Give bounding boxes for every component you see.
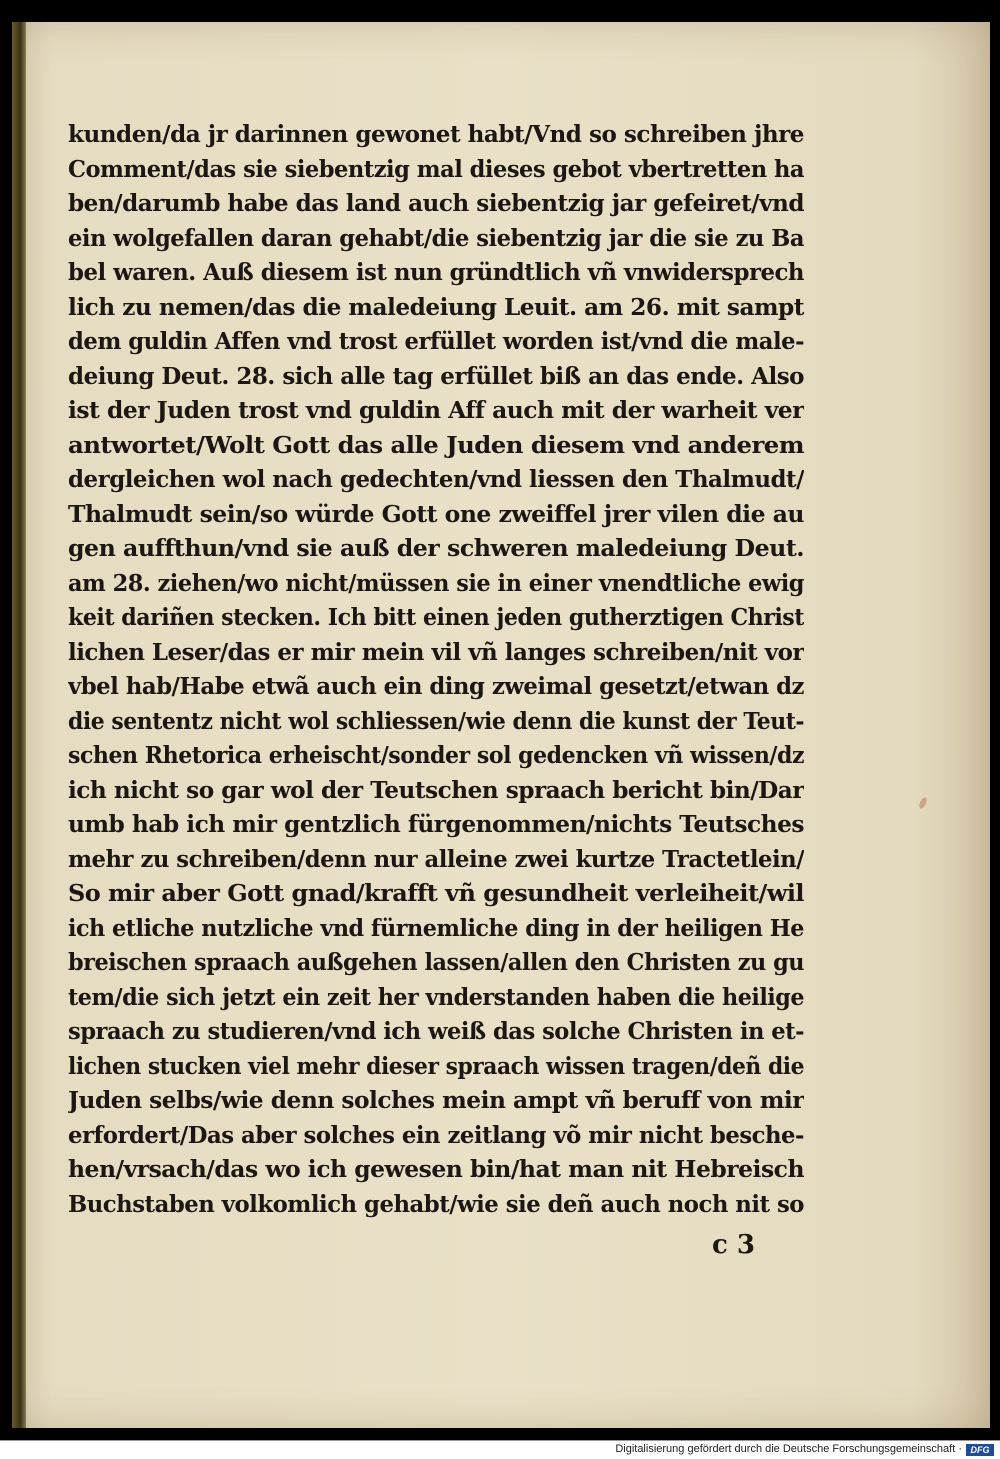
text-line: lich zu nemen/das die maledeiung Leuit. am 26. mit sampt [68, 293, 804, 321]
text-line: gen auffthun/vnd sie auß der schweren maledeiung Deut. [68, 535, 804, 562]
page-signature: c 3 [712, 1230, 755, 1260]
text-line: umb hab ich mir gentzlich fürgenommen/nichts Teutsches [68, 811, 804, 838]
text-line: schen Rhetorica erheischt/sonder sol gedencken vñ wissen/dz [68, 742, 804, 769]
text-line: Thalmudt sein/so würde Gott one zweiffel jrer vilen die au [68, 500, 804, 528]
text-line: erfordert/Das aber solches ein zeitlang võ mir nicht besche- [68, 1121, 804, 1149]
text-line: lichen stucken viel mehr dieser spraach wissen tragen/deñ die [68, 1052, 804, 1080]
text-line: dem guldin Affen vnd trost erfüllet worden ist/vnd die male- [68, 328, 804, 355]
page-binding-edge [12, 22, 26, 1428]
text-line: ben/darumb habe das land auch siebentzig jar gefeiret/vnd [68, 190, 804, 217]
funding-credit: Digitalisierung gefördert durch die Deutsche Forschungsgemeinschaft · [615, 1443, 962, 1455]
page-text [68, 118, 804, 1222]
dfg-logo-icon: DFG [966, 1444, 994, 1456]
text-line: Comment/das sie siebentzig mal dieses gebot vbertretten ha [68, 155, 804, 183]
text-line: Juden selbs/wie denn solches mein ampt vñ beruff von mir [68, 1087, 804, 1114]
text-line: ein wolgefallen daran gehabt/die siebentzig jar die sie zu Ba [68, 224, 804, 252]
text-line: ist der Juden trost vnd guldin Aff auch mit der warheit ver [68, 397, 804, 424]
text-line: am 28. ziehen/wo nicht/müssen sie in einer vnendtliche ewig [68, 569, 804, 597]
text-line: keit dariñen stecken. Ich bitt einen jeden gutherztigen Christ [68, 604, 804, 631]
text-line: Buchstaben volkomlich gehabt/wie sie deñ auch noch nit so [68, 1190, 804, 1218]
text-line: breischen spraach außgehen lassen/allen den Christen zu gu [68, 949, 804, 976]
digitization-footer [0, 1440, 1000, 1459]
book-page [12, 22, 990, 1428]
text-line: deiung Deut. 28. sich alle tag erfüllet biß an das ende. Also [68, 362, 804, 390]
text-line: tem/die sich jetzt ein zeit her vnderstanden haben die heilige [68, 983, 804, 1011]
text-line: mehr zu schreiben/denn nur alleine zwei kurtze Tractetlein/ [68, 845, 804, 873]
text-line: So mir aber Gott gnad/krafft vñ gesundheit verleiheit/wil [68, 880, 804, 907]
text-line: dergleichen wol nach gedechten/vnd liessen den Thalmudt/ [68, 466, 804, 493]
text-line: ich nicht so gar wol der Teutschen spraach bericht bin/Dar [68, 776, 804, 804]
text-line: kunden/da jr darinnen gewonet habt/Vnd so schreiben jhre [68, 121, 804, 148]
text-line: die sententz nicht wol schliessen/wie denn die kunst der Teut- [68, 707, 804, 735]
text-line: bel waren. Auß diesem ist nun gründtlich vñ vnwidersprech [68, 259, 804, 286]
paper-stain [918, 796, 929, 809]
text-line: hen/vrsach/das wo ich gewesen bin/hat man nit Hebreisch [68, 1156, 804, 1183]
text-line: antwortet/Wolt Gott das alle Juden diesem vnd anderem [68, 431, 804, 459]
text-line: lichen Leser/das er mir mein vil vñ langes schreiben/nit vor [68, 638, 804, 666]
text-line: spraach zu studieren/vnd ich weiß das solche Christen in et- [68, 1018, 804, 1045]
text-line: vbel hab/Habe etwã auch ein ding zweimal gesetzt/etwan dz [68, 673, 804, 700]
text-line: ich etliche nutzliche vnd fürnemliche ding in der heiligen He [68, 914, 804, 942]
